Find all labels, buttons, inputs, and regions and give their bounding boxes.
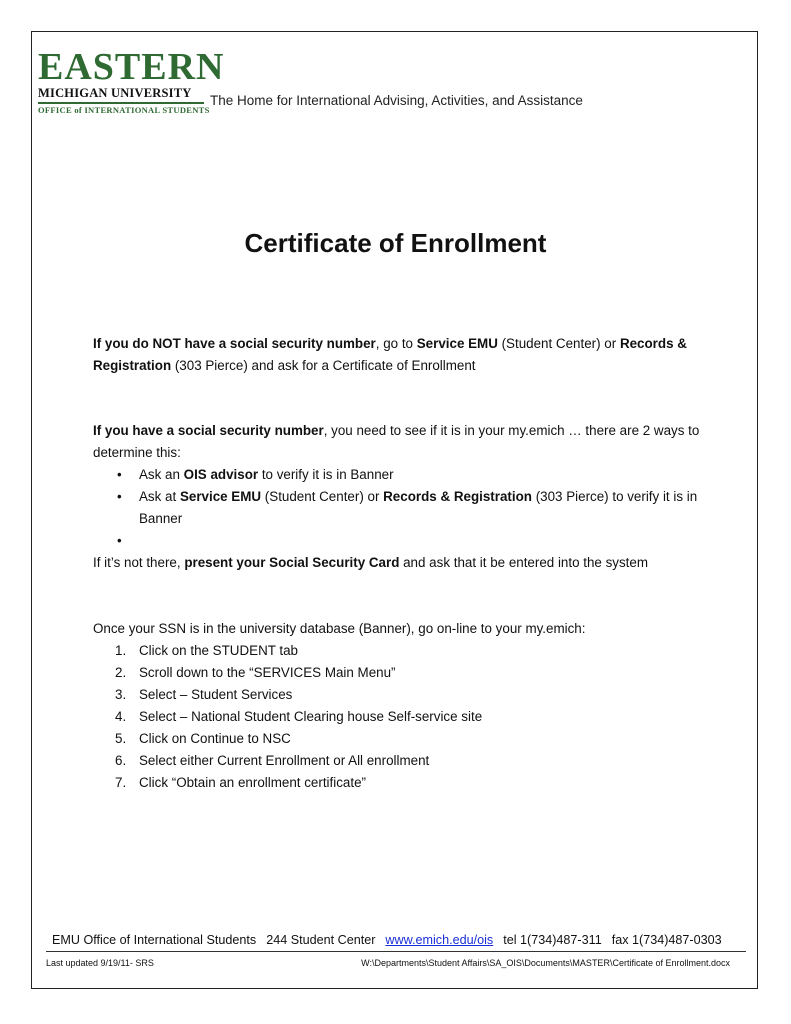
step-item <box>115 728 733 750</box>
s1-text1: , go to <box>375 336 417 351</box>
b1-post: to verify it is in Banner <box>258 467 394 482</box>
s2-after <box>93 552 733 574</box>
steps-list <box>93 640 733 794</box>
footer-path: W:\Departments\Student Affairs\SA_OIS\Documents\MASTER\Certificate of Enrollment.docx <box>361 958 730 968</box>
logo-office: OFFICE of INTERNATIONAL STUDENTS <box>38 105 210 115</box>
logo-michigan-university: MICHIGAN UNIVERSITY <box>38 86 204 104</box>
step-num: 4. <box>115 709 127 724</box>
footer-contact <box>52 933 722 947</box>
s2-text1: , you need to see if it is in your my.emich … there are 2 ways to determine this: <box>93 423 700 460</box>
step-text: Click on the STUDENT tab <box>139 643 299 658</box>
b2-post: (303 Pierce) to verify it is in Banner <box>139 489 698 526</box>
step-text: Select – Student Services <box>139 687 293 702</box>
step-num: 3. <box>115 687 127 702</box>
step-item <box>115 750 733 772</box>
step-item <box>115 640 733 662</box>
step-num: 2. <box>115 665 127 680</box>
s1-text3: (303 Pierce) and ask for a Certificate of Enrollment <box>171 358 476 373</box>
footer-address: 244 Student Center <box>266 933 376 947</box>
step-item <box>115 662 733 684</box>
step-item <box>115 772 733 794</box>
footer-tel: tel 1(734)487-311 <box>503 933 602 947</box>
footer-website-link[interactable]: www.emich.edu/ois <box>385 933 494 947</box>
step-text: Click on Continue to NSC <box>139 731 291 746</box>
s3-intro: Once your SSN is in the university database (Banner), go on-line to your my.emich: <box>93 621 586 636</box>
step-text: Select – National Student Clearing house Self-service site <box>139 709 483 724</box>
section-have-ssn <box>93 420 733 574</box>
s1-bold2: Service EMU <box>416 336 498 351</box>
section-steps <box>93 618 733 794</box>
step-num: 6. <box>115 753 127 768</box>
s2-after-pre: If it’s not there, <box>93 555 185 570</box>
section-no-ssn <box>93 333 733 377</box>
s2-after-post: and ask that it be entered into the system <box>399 555 649 570</box>
s2-intro <box>93 420 733 464</box>
footer-divider <box>46 951 746 952</box>
b2-bold1: Service EMU <box>179 489 262 504</box>
footer-office: EMU Office of International Students <box>52 933 257 947</box>
bullet-list <box>93 464 733 552</box>
s1-bold3: Records & Registration <box>93 336 687 373</box>
b2-mid: (Student Center) or <box>261 489 384 504</box>
bullet-icon: • <box>117 533 122 548</box>
b1-pre: Ask an <box>139 467 184 482</box>
step-num: 5. <box>115 731 127 746</box>
bullet-icon: • <box>117 467 122 482</box>
footer-updated: Last updated 9/19/11- SRS <box>46 958 154 968</box>
bullet-item <box>117 464 733 486</box>
tagline: The Home for International Advising, Activities, and Assistance <box>210 93 583 108</box>
bullet-item-empty <box>117 530 733 552</box>
b2-bold2: Records & Registration <box>383 489 532 504</box>
step-item <box>115 706 733 728</box>
step-text: Select either Current Enrollment or All enrollment <box>139 753 430 768</box>
s2-after-bold: present your Social Security Card <box>184 555 400 570</box>
step-num: 7. <box>115 775 127 790</box>
emu-logo <box>38 46 225 116</box>
step-item <box>115 684 733 706</box>
step-num: 1. <box>115 643 127 658</box>
footer-fax: fax 1(734)487-0303 <box>611 933 722 947</box>
s2-bold1: If you have a social security number <box>93 423 324 438</box>
step-text: Scroll down to the “SERVICES Main Menu” <box>139 665 396 680</box>
logo-eastern: EASTERN <box>38 46 225 88</box>
bullet-item <box>117 486 733 530</box>
b2-pre: Ask at <box>139 489 180 504</box>
s1-bold1: If you do NOT have a social security number <box>93 336 376 351</box>
step-text: Click “Obtain an enrollment certificate” <box>139 775 366 790</box>
page-title: Certificate of Enrollment <box>244 228 547 258</box>
bullet-icon: • <box>117 489 122 504</box>
s1-text2: (Student Center) or <box>497 336 620 351</box>
b1-bold: OIS advisor <box>183 467 259 482</box>
